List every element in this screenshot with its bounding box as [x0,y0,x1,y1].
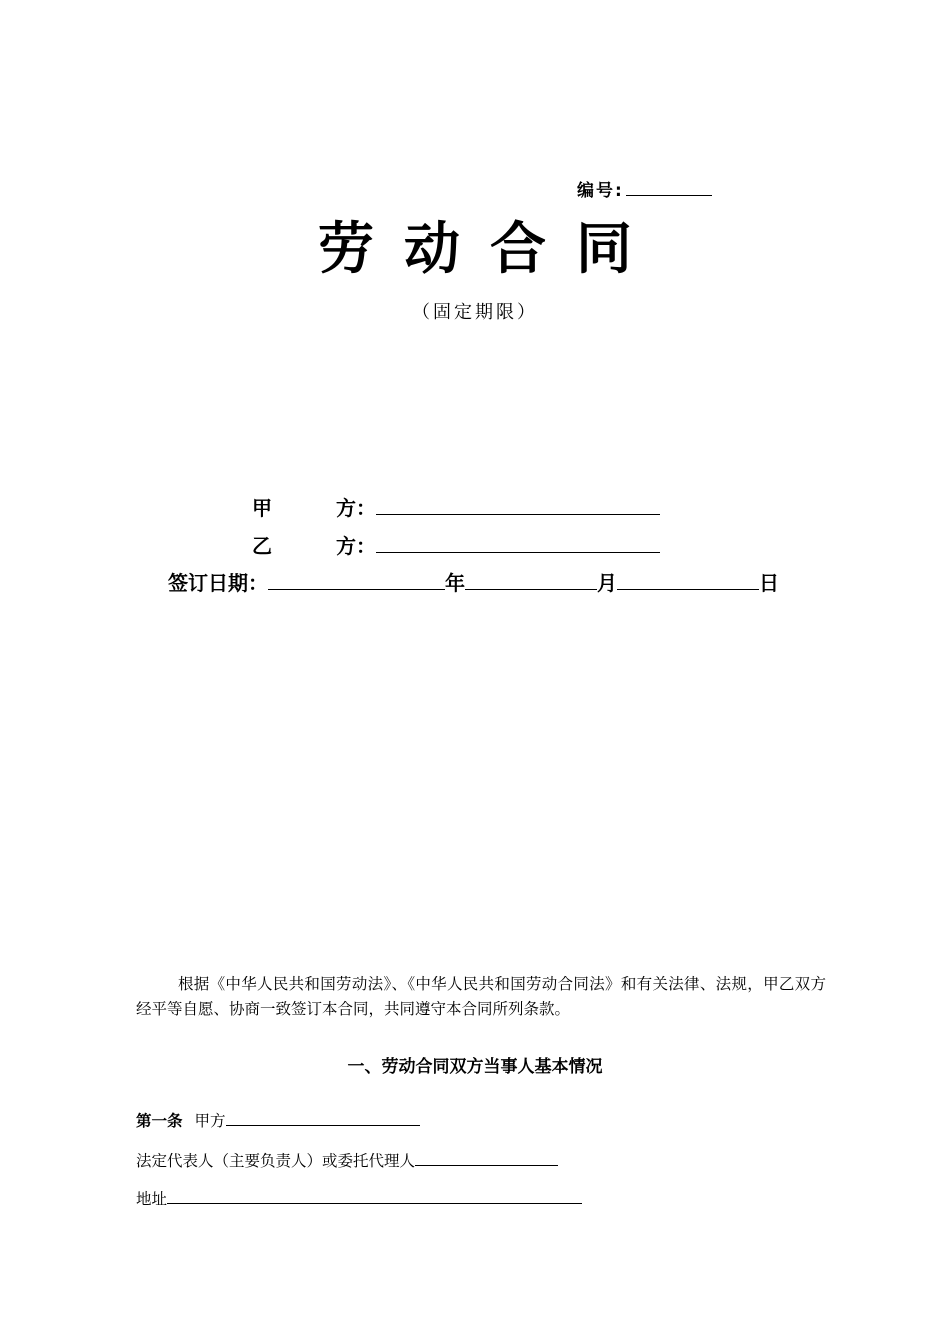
signing-date-row [168,567,779,596]
party-b-row [252,530,660,559]
section-heading: 一、劳动合同双方当事人基本情况 [347,1057,603,1077]
month-blank[interactable] [465,588,597,590]
party-a-name-blank[interactable] [226,1124,420,1126]
party-b-side-label: 方： [336,534,376,558]
legal-rep-blank[interactable] [415,1164,558,1166]
article-1-label: 第一条 [136,1112,183,1130]
serial-number [577,176,712,201]
month-label: 月 [597,571,617,595]
day-label: 日 [759,571,779,595]
address-blank[interactable] [167,1202,582,1204]
signing-date-label: 签订日期： [168,571,268,595]
intro-paragraph: 根据《中华人民共和国劳动法》、《中华人民共和国劳动合同法》和有关法律、法规，甲乙双方经平等自愿、协商一致签订本合同，共同遵守本合同所列条款。 [136,975,826,1018]
year-label: 年 [445,571,465,595]
address-label: 地址 [136,1190,168,1208]
legal-rep-row [136,1149,558,1174]
year-blank[interactable] [268,588,445,590]
serial-blank[interactable] [626,194,712,196]
party-b-blank[interactable] [376,551,660,553]
article-1-row [136,1109,420,1134]
party-a-row [252,492,660,521]
document-subtitle: （固定期限） [412,302,538,323]
serial-label: 编号: [577,181,624,201]
address-row [136,1187,582,1212]
legal-rep-label: 法定代表人（主要负责人）或委托代理人 [136,1152,416,1170]
party-a-label: 甲 [252,496,272,520]
article-1-text: 甲方 [194,1112,226,1130]
day-blank[interactable] [617,588,759,590]
party-b-label: 乙 [252,534,272,558]
party-a-side-label: 方： [336,496,376,520]
document-title: 劳动合同 [318,217,662,282]
party-a-blank[interactable] [376,513,660,515]
